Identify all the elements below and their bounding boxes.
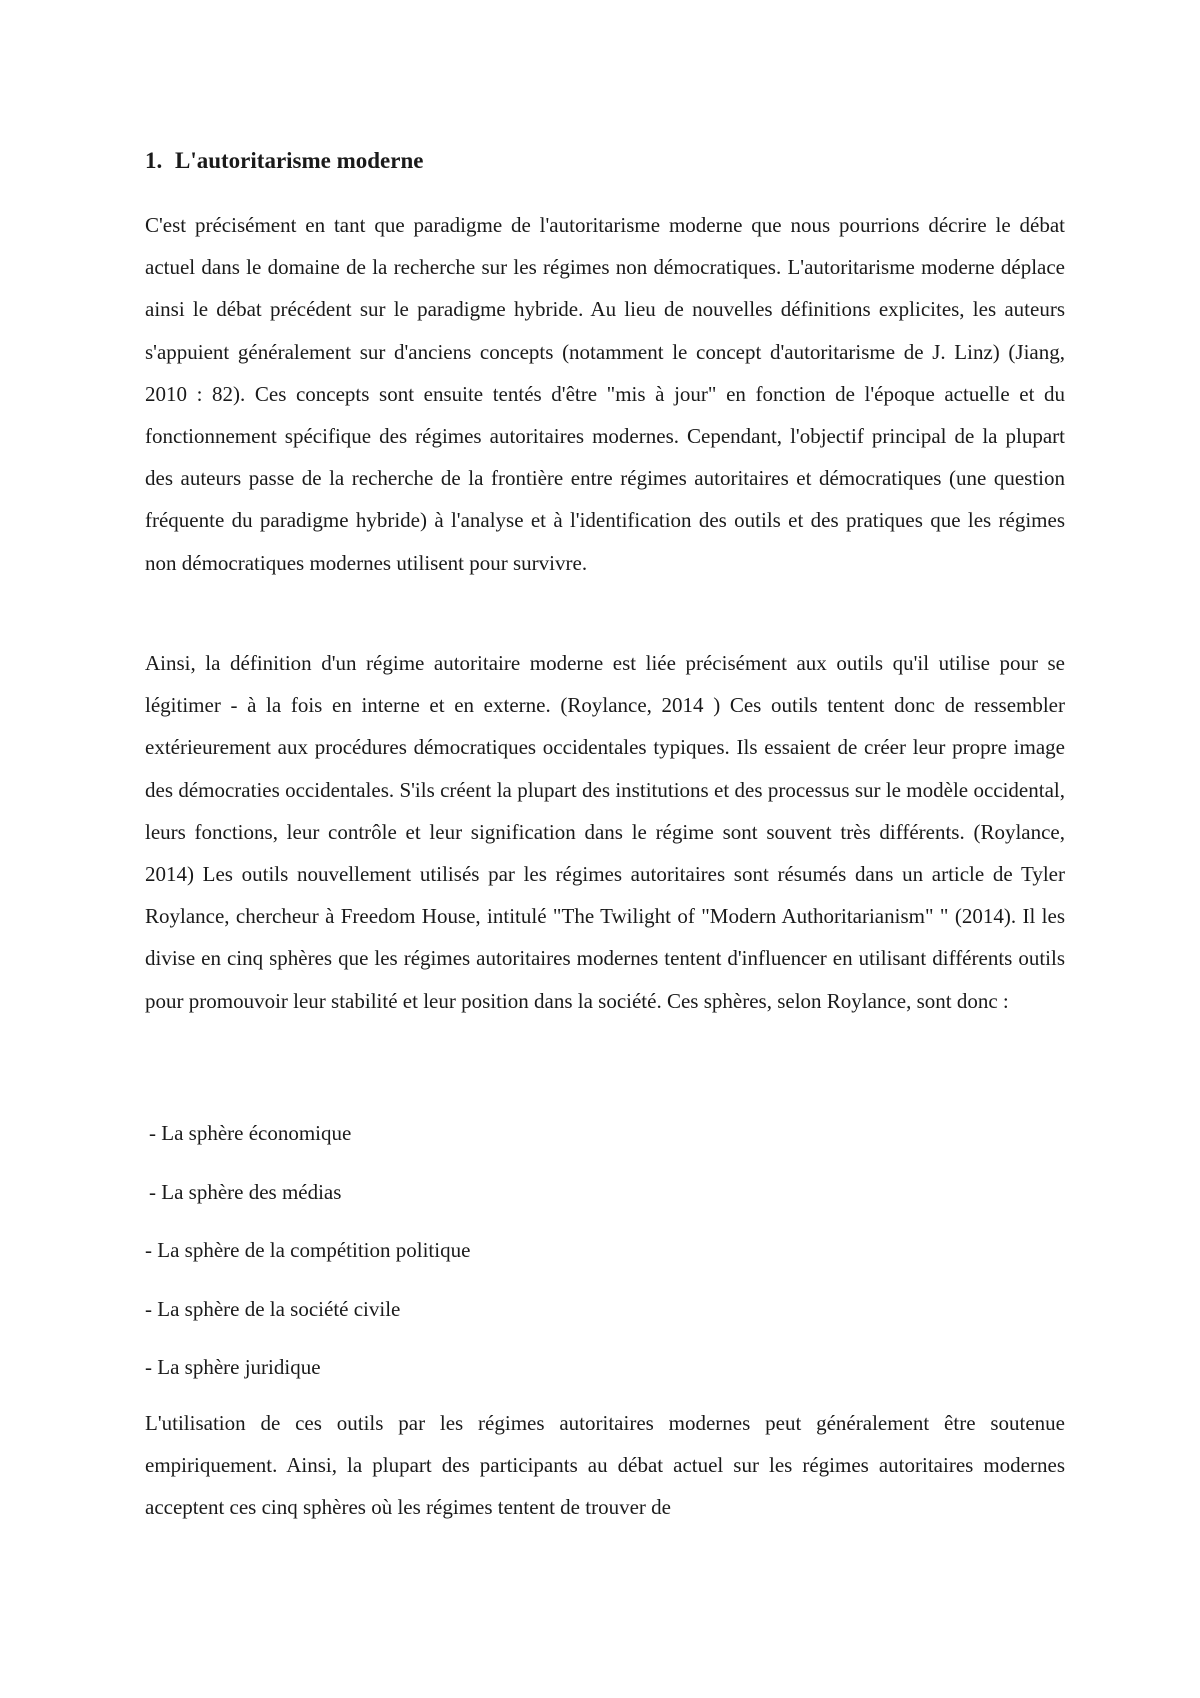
paragraph-3: L'utilisation de ces outils par les régimes autoritaires modernes peut généralement être soutenue empiriquement. Ainsi, la plupart des participants au débat actuel sur les régimes autoritaires modernes acceptent ces cinq sphères où les régimes tentent de trouver de: [145, 1411, 1065, 1520]
spheres-list: [145, 1118, 470, 1411]
list-item: - La sphère juridique: [145, 1355, 321, 1379]
paragraph-1: C'est précisément en tant que paradigme de l'autoritarisme moderne que nous pourrions décrire le débat actuel dans le domaine de la recherche sur les régimes non démocratiques. L'autoritarisme moderne déplace ainsi le débat précédent sur le paradigme hybride. Au lieu de nouvelles définitions explicites, les auteurs s'appuient généralement sur d'anciens concepts (notamment le concept d'autoritarisme de J. Linz) (Jiang, 2010 : 82). Ces concepts sont ensuite tentés d'être "mis à jour" en fonction de l'époque actuelle et du fonctionnement spécifique des régimes autoritaires modernes. Cependant, l'objectif principal de la plupart des auteurs passe de la recherche de la frontière entre régimes autoritaires et démocratiques (une question fréquente du paradigme hybride) à l'analyse et à l'identification des outils et des pratiques que les régimes non démocratiques modernes utilisent pour survivre.: [145, 213, 1065, 575]
document-page: [145, 0, 1065, 1698]
section-heading: [145, 146, 423, 176]
list-item: - La sphère économique: [149, 1121, 352, 1145]
section-title: L'autoritarisme moderne: [175, 148, 424, 173]
paragraph-2: Ainsi, la définition d'un régime autoritaire moderne est liée précisément aux outils qu'il utilise pour se légitimer - à la fois en interne et en externe. (Roylance, 2014 ) Ces outils tentent donc de ressembler extérieurement aux procédures démocratiques occidentales typiques. Ils essaient de créer leur propre image des démocraties occidentales. S'ils créent la plupart des institutions et des processus sur le modèle occidental, leurs fonctions, leur contrôle et leur signification dans le régime sont souvent très différents. (Roylance, 2014) Les outils nouvellement utilisés par les régimes autoritaires sont résumés dans un article de Tyler Roylance, chercheur à Freedom House, intitulé "The Twilight of "Modern Authoritarianism" " (2014). Il les divise en cinq sphères que les régimes autoritaires modernes tentent d'influencer en utilisant différents outils pour promouvoir leur stabilité et leur position dans la société. Ces sphères, selon Roylance, sont donc :: [145, 651, 1065, 1013]
list-item: - La sphère de la compétition politique: [145, 1238, 471, 1262]
list-item: - La sphère des médias: [149, 1179, 342, 1204]
section-number: 1.: [145, 148, 163, 173]
list-item: - La sphère de la société civile: [145, 1296, 401, 1321]
